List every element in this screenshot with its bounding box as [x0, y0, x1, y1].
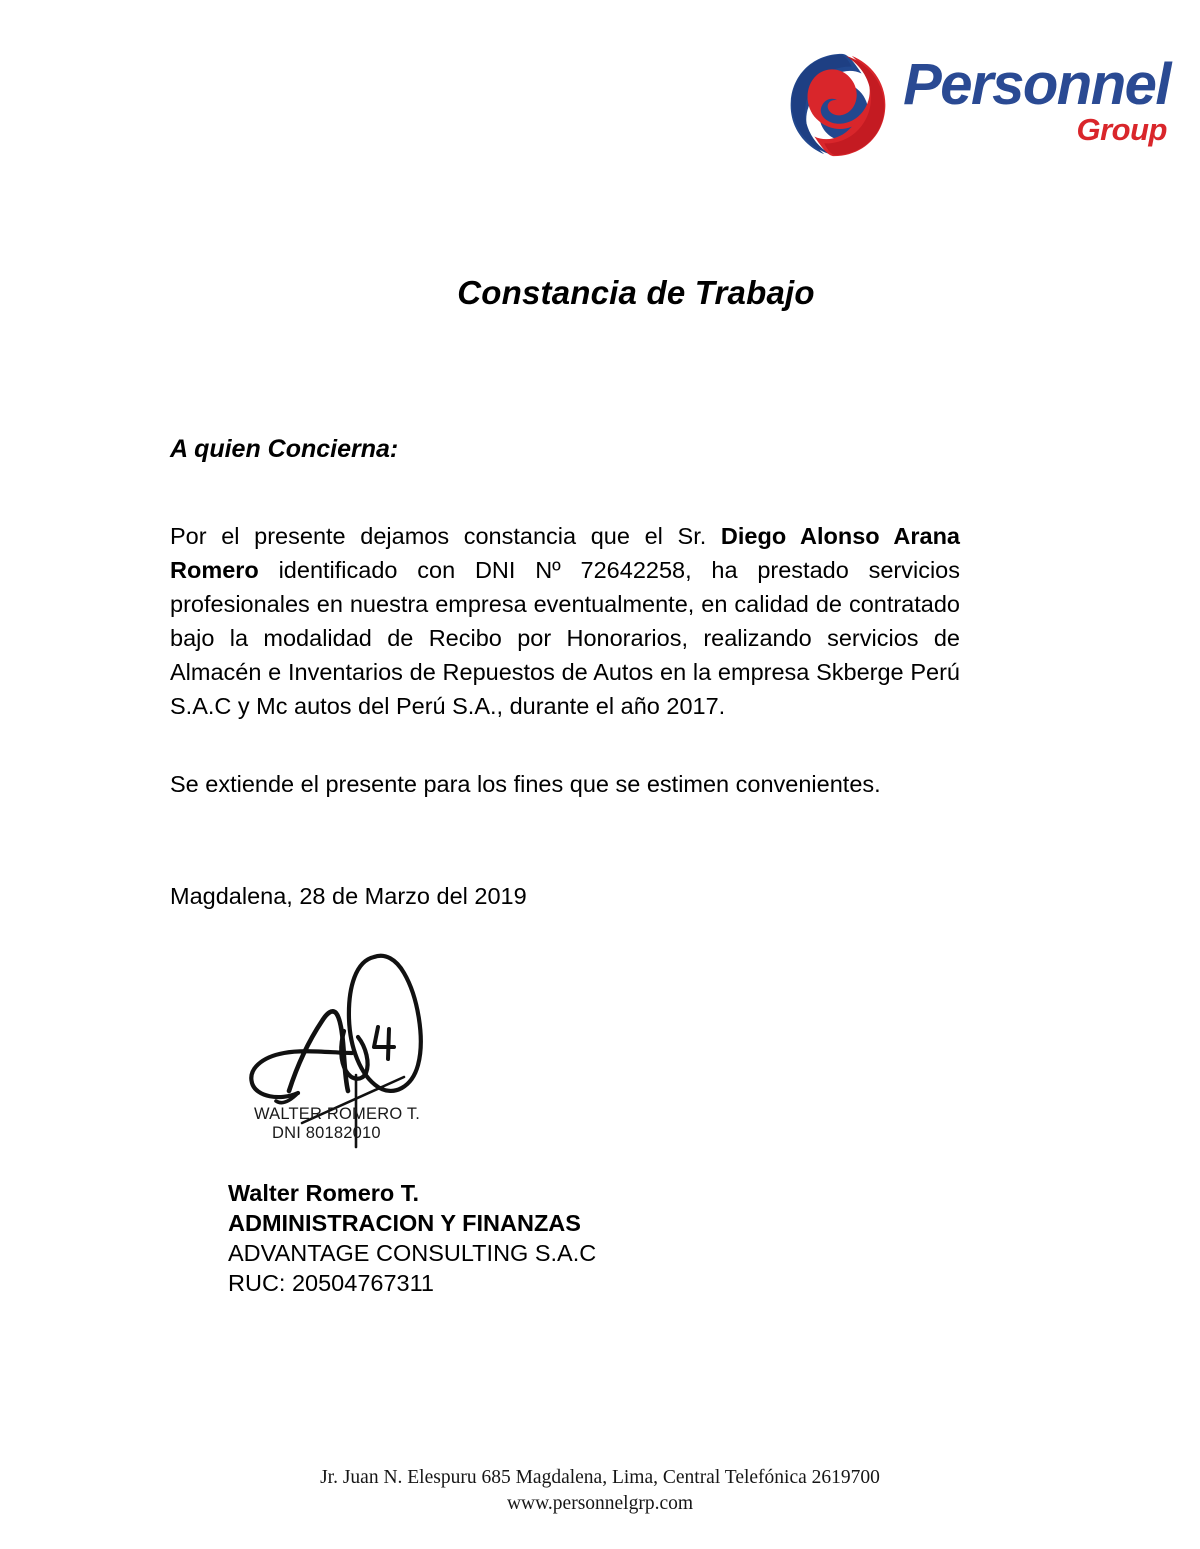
page-footer	[0, 1465, 1200, 1517]
logo-brand-primary: Personnel	[903, 52, 1170, 118]
signatory-ruc: RUC: 20504767311	[228, 1270, 434, 1296]
stamp-name: WALTER ROMERO T.	[254, 1105, 421, 1123]
signatory-position: ADMINISTRACION Y FINANZAS	[228, 1210, 581, 1236]
footer-website: www.personnelgrp.com	[506, 1493, 694, 1514]
document-body	[170, 435, 960, 913]
signatory-name: Walter Romero T.	[228, 1180, 420, 1206]
date-spacer	[170, 801, 960, 879]
personnel-group-swirl-logo-icon	[779, 46, 897, 164]
paragraph-part-2: identificado con DNI Nº 72642258, ha prestado servicios profesionales en nuestra empresa eventualmente, en calidad de contratado bajo la modalidad de Recibo por Honorarios, realizando servicios de Almacén e Inventarios de Repuestos de Autos en la empresa Skberge Perú S.A.C y Mc autos del Perú S.A., durante el año 2017.	[170, 557, 960, 719]
stamp-dni: DNI 80182010	[272, 1124, 381, 1142]
page-title: Constancia de Trabajo	[457, 274, 815, 311]
handwritten-signature-icon	[228, 935, 458, 1150]
employee-name: Diego Alonso Arana Romero	[170, 523, 960, 583]
logo-wordmark	[903, 52, 1170, 153]
salutation: A quien Concierna:	[170, 435, 399, 463]
footer-address: Jr. Juan N. Elespuru 685 Magdalena, Lima, Central Telefónica 2619700	[320, 1467, 880, 1488]
signatory-details	[228, 1178, 596, 1298]
paragraph-part-1: Por el presente dejamos constancia que el Sr.	[170, 523, 721, 549]
logo-brand-secondary: Group	[1076, 112, 1167, 148]
paragraph-certification	[170, 519, 960, 723]
signatory-company: ADVANTAGE CONSULTING S.A.C	[228, 1240, 597, 1266]
paragraph-spacer	[170, 723, 960, 767]
place-and-date: Magdalena, 28 de Marzo del 2019	[170, 883, 527, 909]
paragraph-closing: Se extiende el presente para los fines que se estimen convenientes.	[170, 771, 881, 797]
company-logo	[779, 46, 1170, 164]
signature-and-stamp	[228, 935, 458, 1150]
